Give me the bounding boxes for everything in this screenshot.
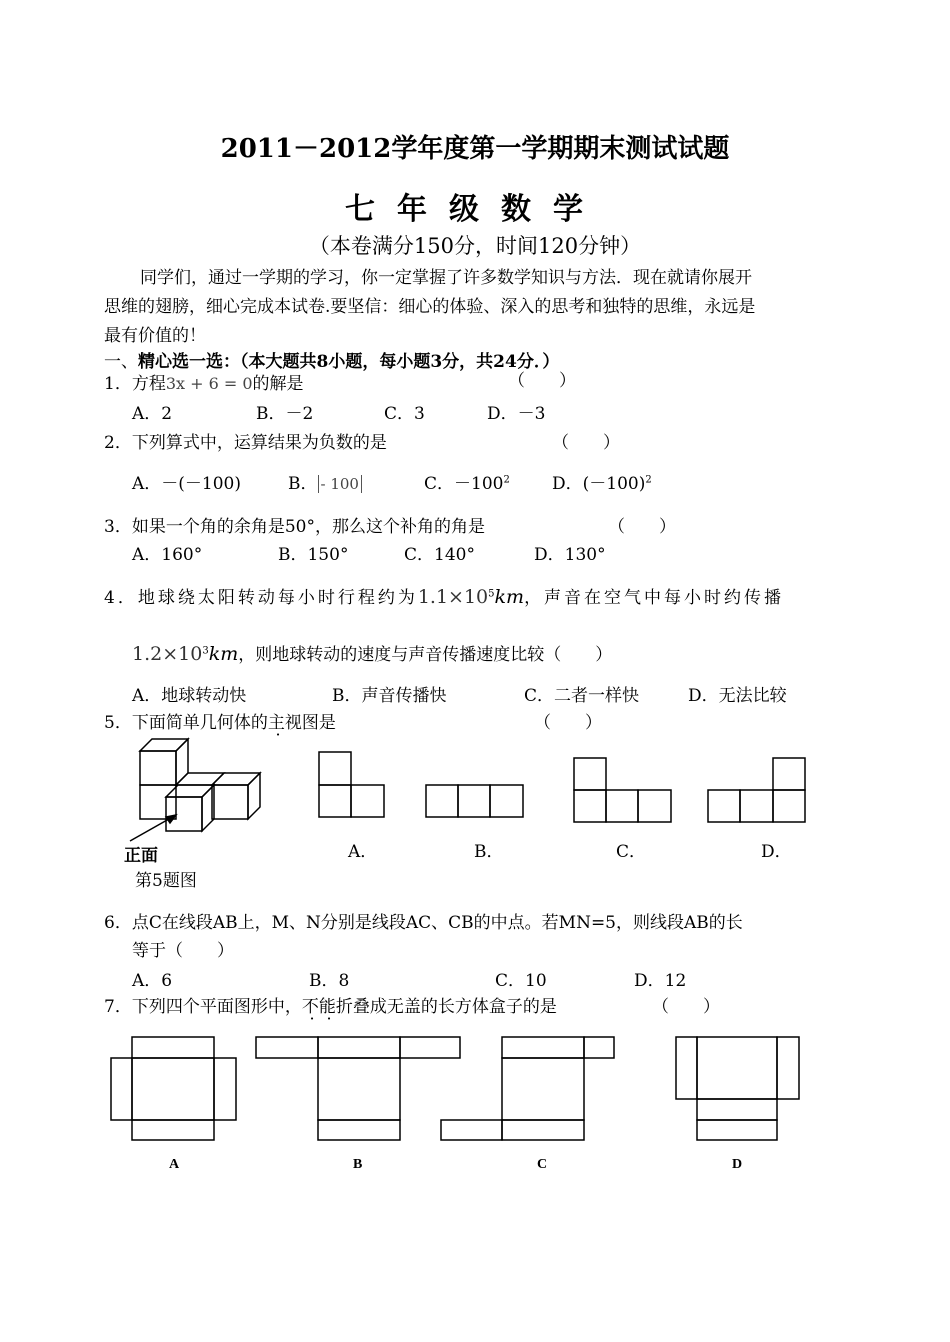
- question-2-option-d-exp: 2: [645, 474, 652, 486]
- question-5-caption: 第5题图: [135, 871, 197, 891]
- question-1-text-a: 1．方程: [104, 374, 166, 394]
- question-2-text: 2．下列算式中，运算结果为负数的是: [104, 433, 387, 453]
- question-1-answer-paren: （ ）: [508, 371, 576, 391]
- question-2-option-d-label: D．(－100): [552, 474, 646, 494]
- question-2-option-b-label: B．: [288, 474, 318, 494]
- question-5-option-d-label: D．: [761, 842, 792, 862]
- question-4-option-b: B．声音传播快: [332, 686, 447, 706]
- question-6-option-c: C．10: [495, 971, 547, 991]
- exam-subtitle: 七年级数学: [345, 192, 605, 227]
- question-5-option-b-label: B．: [474, 842, 504, 862]
- question-2-option-c-exp: 2: [503, 474, 510, 486]
- question-6-option-d: D．12: [634, 971, 687, 991]
- question-3-text: 3．如果一个角的余角是50°，那么这个补角的角是: [104, 517, 485, 537]
- question-5-text: [104, 708, 336, 733]
- question-6-option-b: B．8: [309, 971, 350, 991]
- question-7-emphasis-2: 能: [318, 997, 336, 1017]
- question-1-option-b: B．－2: [256, 404, 314, 424]
- question-7-text-b: 折叠成无盖的长方体盒子的是: [335, 997, 557, 1017]
- exam-title: 2011－2012学年度第一学期期末测试试题: [220, 134, 730, 164]
- question-1-text-b: 的解是: [252, 374, 304, 394]
- question-1-option-c: C．3: [384, 404, 425, 424]
- question-3-answer-paren: （ ）: [608, 517, 676, 537]
- question-4-formula-b-exp: 3: [202, 645, 209, 657]
- question-1-option-d: D．－3: [487, 404, 546, 424]
- question-7-text: [104, 992, 557, 1017]
- question-3-option-a: A．160°: [132, 545, 203, 565]
- question-5-emphasis: 主: [267, 713, 285, 733]
- intro-line-3: 最有价值的！: [104, 326, 206, 346]
- question-7-label-c: C: [537, 1157, 548, 1172]
- question-2-option-c: [424, 469, 510, 494]
- question-7-net-d: [675, 1036, 801, 1142]
- section-1-prefix: 一、: [104, 352, 138, 372]
- question-4-text-b: ，声音在空气中每小时约传播: [524, 588, 785, 608]
- question-6-option-a: A．6: [132, 971, 173, 991]
- question-1-option-a: A．2: [132, 404, 173, 424]
- question-6-line-2: 等于（ ）: [132, 941, 234, 961]
- question-7-text-a: 7．下列四个平面图形中，: [104, 997, 302, 1017]
- question-4-option-c: C．二者一样快: [524, 686, 640, 706]
- question-4-formula-b: 1.2×10: [132, 643, 203, 665]
- question-5-solid-figure: [110, 733, 270, 858]
- question-6-line-1: 6．点C在线段AB上，M、N分别是线段AC、CB的中点。若MN=5，则线段AB的长: [104, 913, 743, 933]
- question-5-option-d-figure: [707, 757, 807, 824]
- question-5-option-b-figure: [425, 784, 525, 819]
- question-4-formula-a-exp: 5: [488, 588, 495, 600]
- question-7-label-d: D: [732, 1157, 743, 1172]
- question-5-text-a: 5．下面简单几何体的: [104, 713, 268, 733]
- question-5-option-a-figure: [318, 751, 386, 819]
- question-4-option-a: A．地球转动快: [132, 686, 247, 706]
- question-3-option-d: D．130°: [534, 545, 606, 565]
- question-7-net-b: [255, 1036, 463, 1142]
- question-5-front-label: 正面: [124, 846, 158, 866]
- question-7-net-c: [440, 1036, 616, 1142]
- question-4-formula-a: 1.1×10: [417, 586, 489, 608]
- question-3-option-b: B．150°: [278, 545, 349, 565]
- question-2-answer-paren: （ ）: [552, 433, 620, 453]
- question-1: [104, 369, 304, 394]
- question-2-option-d: [552, 469, 652, 494]
- question-2-option-a: A．－(－100): [132, 474, 241, 494]
- question-4-unit-a: km: [494, 586, 525, 608]
- question-4-text-a: 4．地球绕太阳转动每小时行程约为: [104, 588, 418, 608]
- question-1-formula: 3x + 6 = 0: [165, 374, 253, 393]
- question-4-line-1: [104, 583, 784, 608]
- question-5-option-a-label: A．: [348, 842, 378, 862]
- question-4-line-2: [132, 640, 612, 665]
- question-5-option-c-figure: [573, 757, 673, 824]
- question-7-net-a: [110, 1036, 238, 1142]
- question-5-option-c-label: C．: [616, 842, 647, 862]
- question-3-option-c: C．140°: [404, 545, 475, 565]
- question-5-text-b: 视图是: [284, 713, 336, 733]
- question-2-option-b: [288, 469, 362, 494]
- question-4-text-c: ，则地球转动的速度与声音传播速度比较（ ）: [238, 645, 613, 665]
- question-7-emphasis-1: 不: [301, 997, 319, 1017]
- question-4-option-d: D．无法比较: [688, 686, 787, 706]
- question-7-label-a: A: [169, 1157, 180, 1172]
- question-2-option-c-label: C．－100: [424, 474, 504, 494]
- intro-line-2: 思维的翅膀，细心完成本试卷.要坚信：细心的体验、深入的思考和独特的思维，永远是: [104, 297, 756, 317]
- question-5-answer-paren: （ ）: [534, 713, 602, 733]
- exam-note: （本卷满分150分，时间120分钟）: [308, 234, 642, 258]
- section-1-title: 精心选一选：（本大题共8小题，每小题3分，共24分．）: [138, 352, 560, 372]
- question-7-answer-paren: （ ）: [652, 997, 720, 1017]
- question-7-label-b: B: [353, 1157, 363, 1172]
- question-2-option-b-abs: - 100: [318, 475, 362, 493]
- intro-line-1: 同学们，通过一学期的学习，你一定掌握了许多数学知识与方法．现在就请你展开: [140, 268, 752, 288]
- question-4-unit-b: km: [208, 643, 239, 665]
